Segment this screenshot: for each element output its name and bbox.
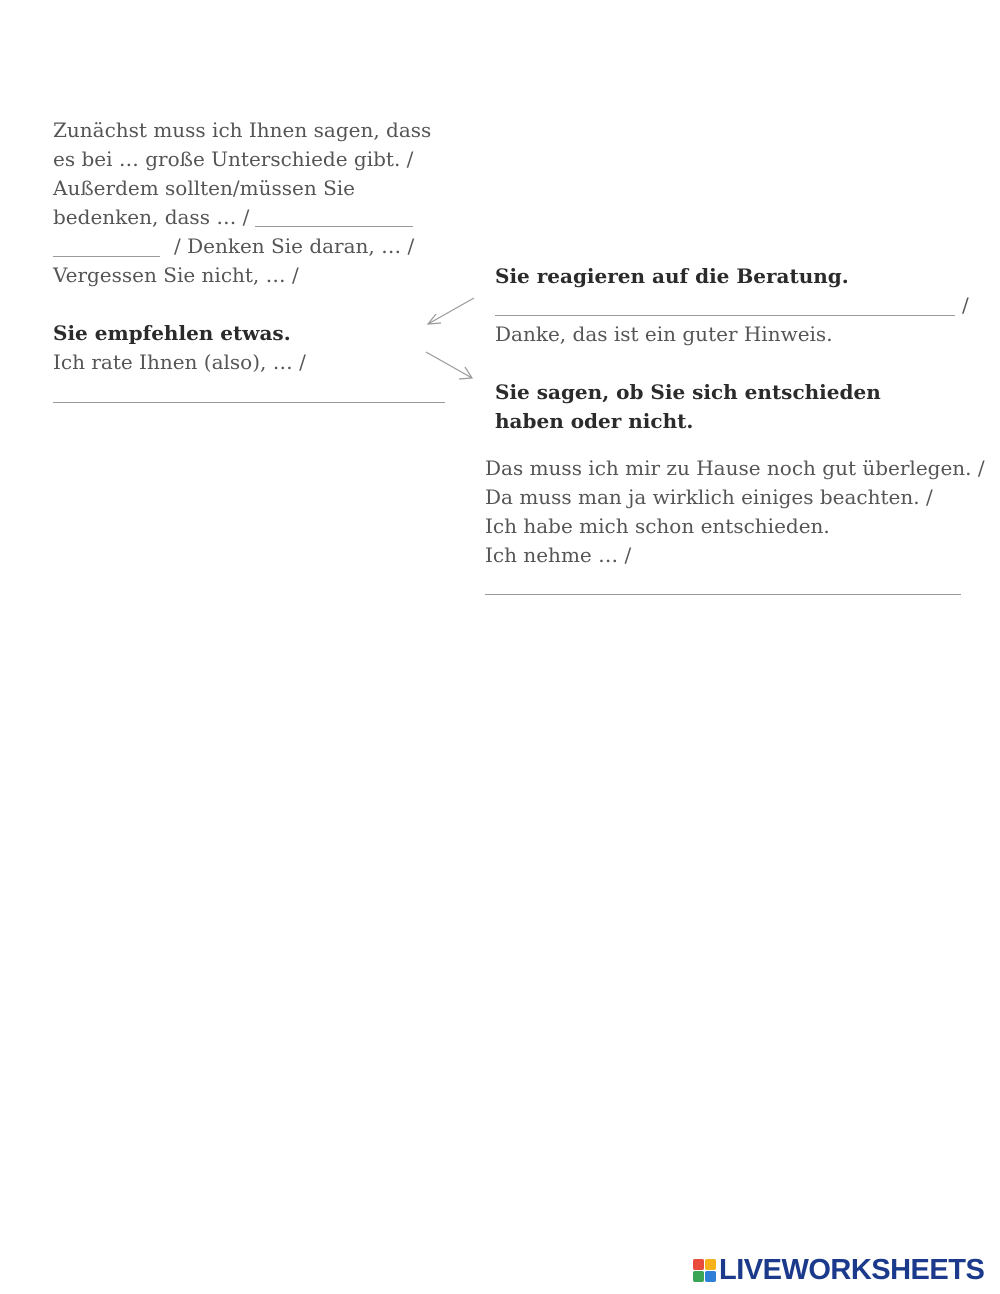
react-slash: / bbox=[962, 293, 969, 317]
decide-heading-2: haben oder nicht. bbox=[495, 409, 694, 433]
decide-line-3: Ich habe mich schon entschieden. bbox=[485, 514, 830, 538]
intro-line-3: Außerdem sollten/müssen Sie bbox=[53, 176, 356, 200]
decide-line-4: Ich nehme … / bbox=[485, 543, 632, 567]
liveworksheets-logo bbox=[693, 1255, 984, 1285]
intro-line-1: Zunächst muss ich Ihnen sagen, dass bbox=[53, 118, 432, 142]
logo-text: LIVEWORKSHEETS bbox=[719, 1253, 985, 1286]
arrow-to-decide bbox=[426, 352, 472, 378]
intro-line-2: es bei … große Unterschiede gibt. / bbox=[53, 147, 414, 171]
intro-line-5: / Denken Sie daran, … / bbox=[174, 234, 415, 258]
intro-line-6: Vergessen Sie nicht, … / bbox=[53, 263, 299, 287]
recommend-line: Ich rate Ihnen (also), … / bbox=[53, 350, 306, 374]
react-heading: Sie reagieren auf die Beratung. bbox=[495, 264, 849, 288]
blank-line-5[interactable] bbox=[485, 594, 961, 595]
react-line: Danke, das ist ein guter Hinweis. bbox=[495, 322, 833, 346]
blank-line-4[interactable] bbox=[495, 315, 955, 316]
decide-line-1: Das muss ich mir zu Hause noch gut überlegen. / bbox=[485, 456, 985, 480]
intro-line-4-text: bedenken, dass … / bbox=[53, 205, 250, 229]
arrow-to-recommend bbox=[428, 298, 474, 324]
recommend-heading: Sie empfehlen etwas. bbox=[53, 321, 291, 345]
arrow-to-recommend-head bbox=[428, 314, 441, 324]
logo-mark-icon bbox=[693, 1259, 716, 1282]
decide-line-2: Da muss man ja wirklich einiges beachten. / bbox=[485, 485, 933, 509]
decide-heading-1: Sie sagen, ob Sie sich entschieden bbox=[495, 380, 881, 404]
